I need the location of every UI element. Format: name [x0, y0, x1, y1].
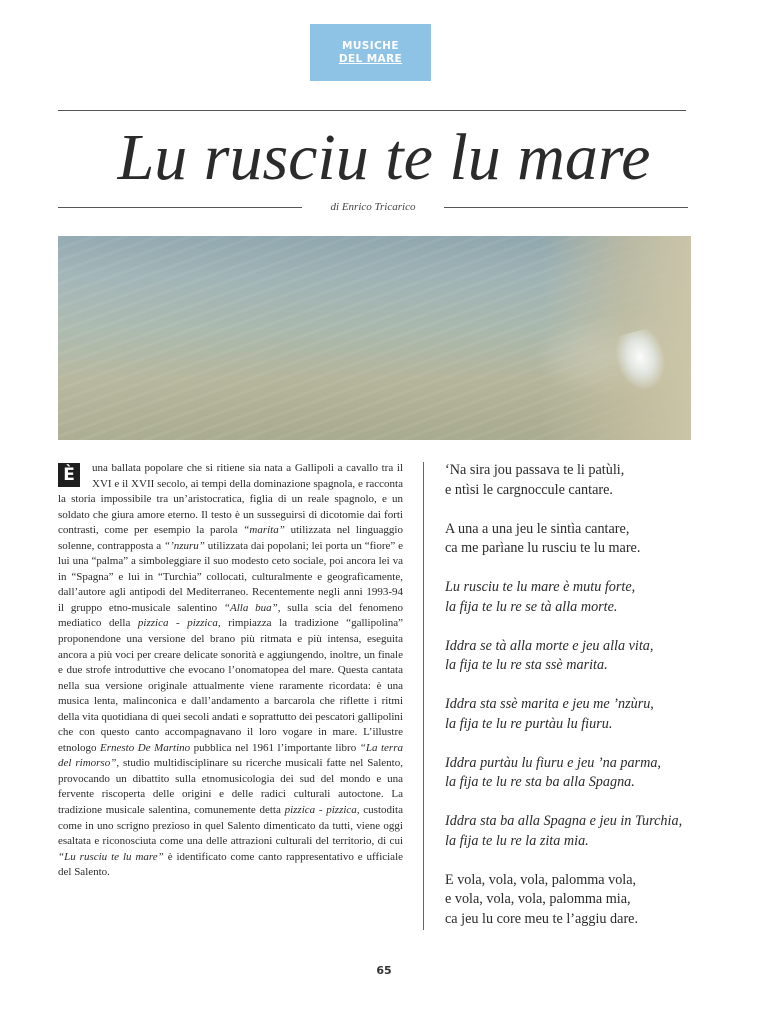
byline-rule-right	[444, 207, 688, 208]
article-text-run: , studio multidisciplinare su ricerche musicali fatte nel Salento, provocando un dibattito sulla etnomusicologia dei sud del mondo e una fervente riscoperta delle origini e delle radici culturali autoctone. La tradizione musicale salentina, comunemente detta	[58, 757, 403, 817]
article-text-run: , rimpiazza la tradizione “gallipolina” proponendone una versione del brano più ritmata e più intensa, eseguita ancora a più voci per creare delicate sonorità e aggiungendo, inoltre, un finale e due strofe introduttive che evocano l’onomatopea del mare. Questa cantata nella sua versione originale attualmente viene raramente ricordata: è una musica lenta, malinconica e dall’andamento a barcarola che riflette i ritmi della vita quotidiana di quei secoli andati e soprattutto dei pescatori gallipolini che con questo canto accompagnavano il loro vogare in mare. L’illustre etnologo	[58, 617, 403, 754]
lyrics-line: Lu rusciu te lu mare è mutu forte,	[445, 579, 636, 595]
article-text-run: , custodita come in uno scrigno prezioso in quel Salento dimenticato da tutti, viene oggi esaltata e riconosciuta come una delle attrazioni culturali del territorio, di cui	[58, 804, 403, 848]
section-badge-line2: DEL MARE	[338, 52, 403, 65]
lyrics-line: e vola, vola, vola, palomma mia,	[445, 891, 631, 907]
lyrics-stanza	[445, 461, 745, 500]
article-text	[58, 462, 403, 878]
article-italic-run: pizzica - pizzica	[284, 804, 357, 817]
lyrics-line: Iddra sta ba alla Spagna e jeu in Turchia,	[445, 813, 683, 829]
byline-row	[58, 198, 688, 218]
lyrics-line: la fija te lu re purtàu lu fiuru.	[445, 715, 613, 732]
lyrics-line: la fija te lu re la zita mia.	[445, 832, 589, 849]
top-rule	[58, 110, 686, 111]
article-text-run: una ballata popolare che si ritiene sia nata a Gallipoli a cavallo tra il XVI e il XVII secolo, ai tempi della dominazione spagnola, e racconta la storia impossibile tra un’aristocratica, figlia di un reale spagnolo, e un soldato che giura amore eterno. Il testo è un susseguirsi di dicotomie dai forti contrasti, come per esempio la parola	[58, 462, 403, 537]
lyrics-stanza	[445, 637, 745, 676]
lyrics-line: la fija te lu re sta ba alla Spagna.	[445, 774, 635, 790]
column-divider	[423, 462, 424, 930]
lyrics-line: Iddra se tà alla morte e jeu alla vita,	[445, 637, 654, 654]
section-badge	[310, 24, 431, 81]
article-text-run: pubblica nel 1961 l’importante libro	[190, 741, 360, 754]
song-lyrics	[445, 461, 745, 949]
article-text-run: utilizzata dai popolani; lei porta un “fiore” e lui una “palma” a simboleggiare il suo modesto ceto sociale, poi ancora lei va in “Spagna” e lui in “Turchia” collocati, culturalmente e geograficamente, dall’autore agli antipodi del Mediterraneo. Recentemente negli anni 1993-94 il gruppo etno-musicale salentino	[58, 539, 403, 614]
article-paragraph	[58, 461, 403, 881]
article-text-run: utilizzata nel linguaggio solenne, contrapposta a	[58, 524, 403, 552]
lyrics-line: Iddra sta ssè marita e jeu me ’nzùru,	[445, 696, 654, 712]
lyrics-line: ca jeu lu core meu te l’aggiu dare.	[445, 910, 639, 927]
lyrics-line: ‘Na sira jou passava te li patùli,	[445, 462, 625, 478]
article-text-run: è identificato come canto rappresentativo e ufficiale del Salento.	[58, 850, 404, 879]
article-italic-run: Ernesto De Martino	[100, 741, 191, 754]
lyrics-line: Iddra purtàu lu fiuru e jeu ’na parma,	[445, 754, 661, 771]
article-italic-run: “marita”	[243, 524, 285, 537]
drop-cap: È	[58, 463, 80, 487]
lyrics-stanza	[445, 520, 745, 559]
article-title: Lu rusciu te lu mare	[117, 121, 651, 194]
lyrics-stanza	[445, 578, 745, 617]
lyrics-line: e ntìsi le cargnoccule cantare.	[445, 481, 613, 498]
lyrics-stanza	[445, 754, 745, 793]
byline-rule-left	[58, 207, 302, 208]
lyrics-line: E vola, vola, vola, palomma vola,	[445, 871, 637, 888]
article-italic-run: “La terra del rimorso”	[58, 741, 403, 770]
article-text-run: , sulla scia del fenomeno mediatico della	[58, 601, 403, 630]
lyrics-line: ca me parìane lu rusciu te lu mare.	[445, 540, 641, 556]
lyrics-line: la fija te lu re sta ssè marita.	[445, 657, 608, 673]
lyrics-stanza	[445, 812, 745, 851]
article-italic-run: “’nzuru”	[163, 539, 205, 552]
lyrics-stanza	[445, 695, 745, 734]
byline: di Enrico Tricarico	[330, 201, 416, 213]
section-badge-line1: MUSICHE	[342, 39, 399, 52]
sea-shore-photo	[58, 236, 691, 440]
lyrics-stanza	[445, 871, 745, 930]
lyrics-line: A una a una jeu le sintìa cantare,	[445, 520, 630, 537]
article-italic-run: “Lu rusciu te lu mare”	[58, 850, 164, 863]
page-number: 65	[376, 964, 392, 977]
article-italic-run: “Alla bua”	[223, 601, 278, 614]
article-body	[58, 461, 403, 881]
lyrics-line: la fija te lu re se tà alla morte.	[445, 598, 618, 615]
article-italic-run: pizzica - pizzica	[137, 617, 218, 630]
